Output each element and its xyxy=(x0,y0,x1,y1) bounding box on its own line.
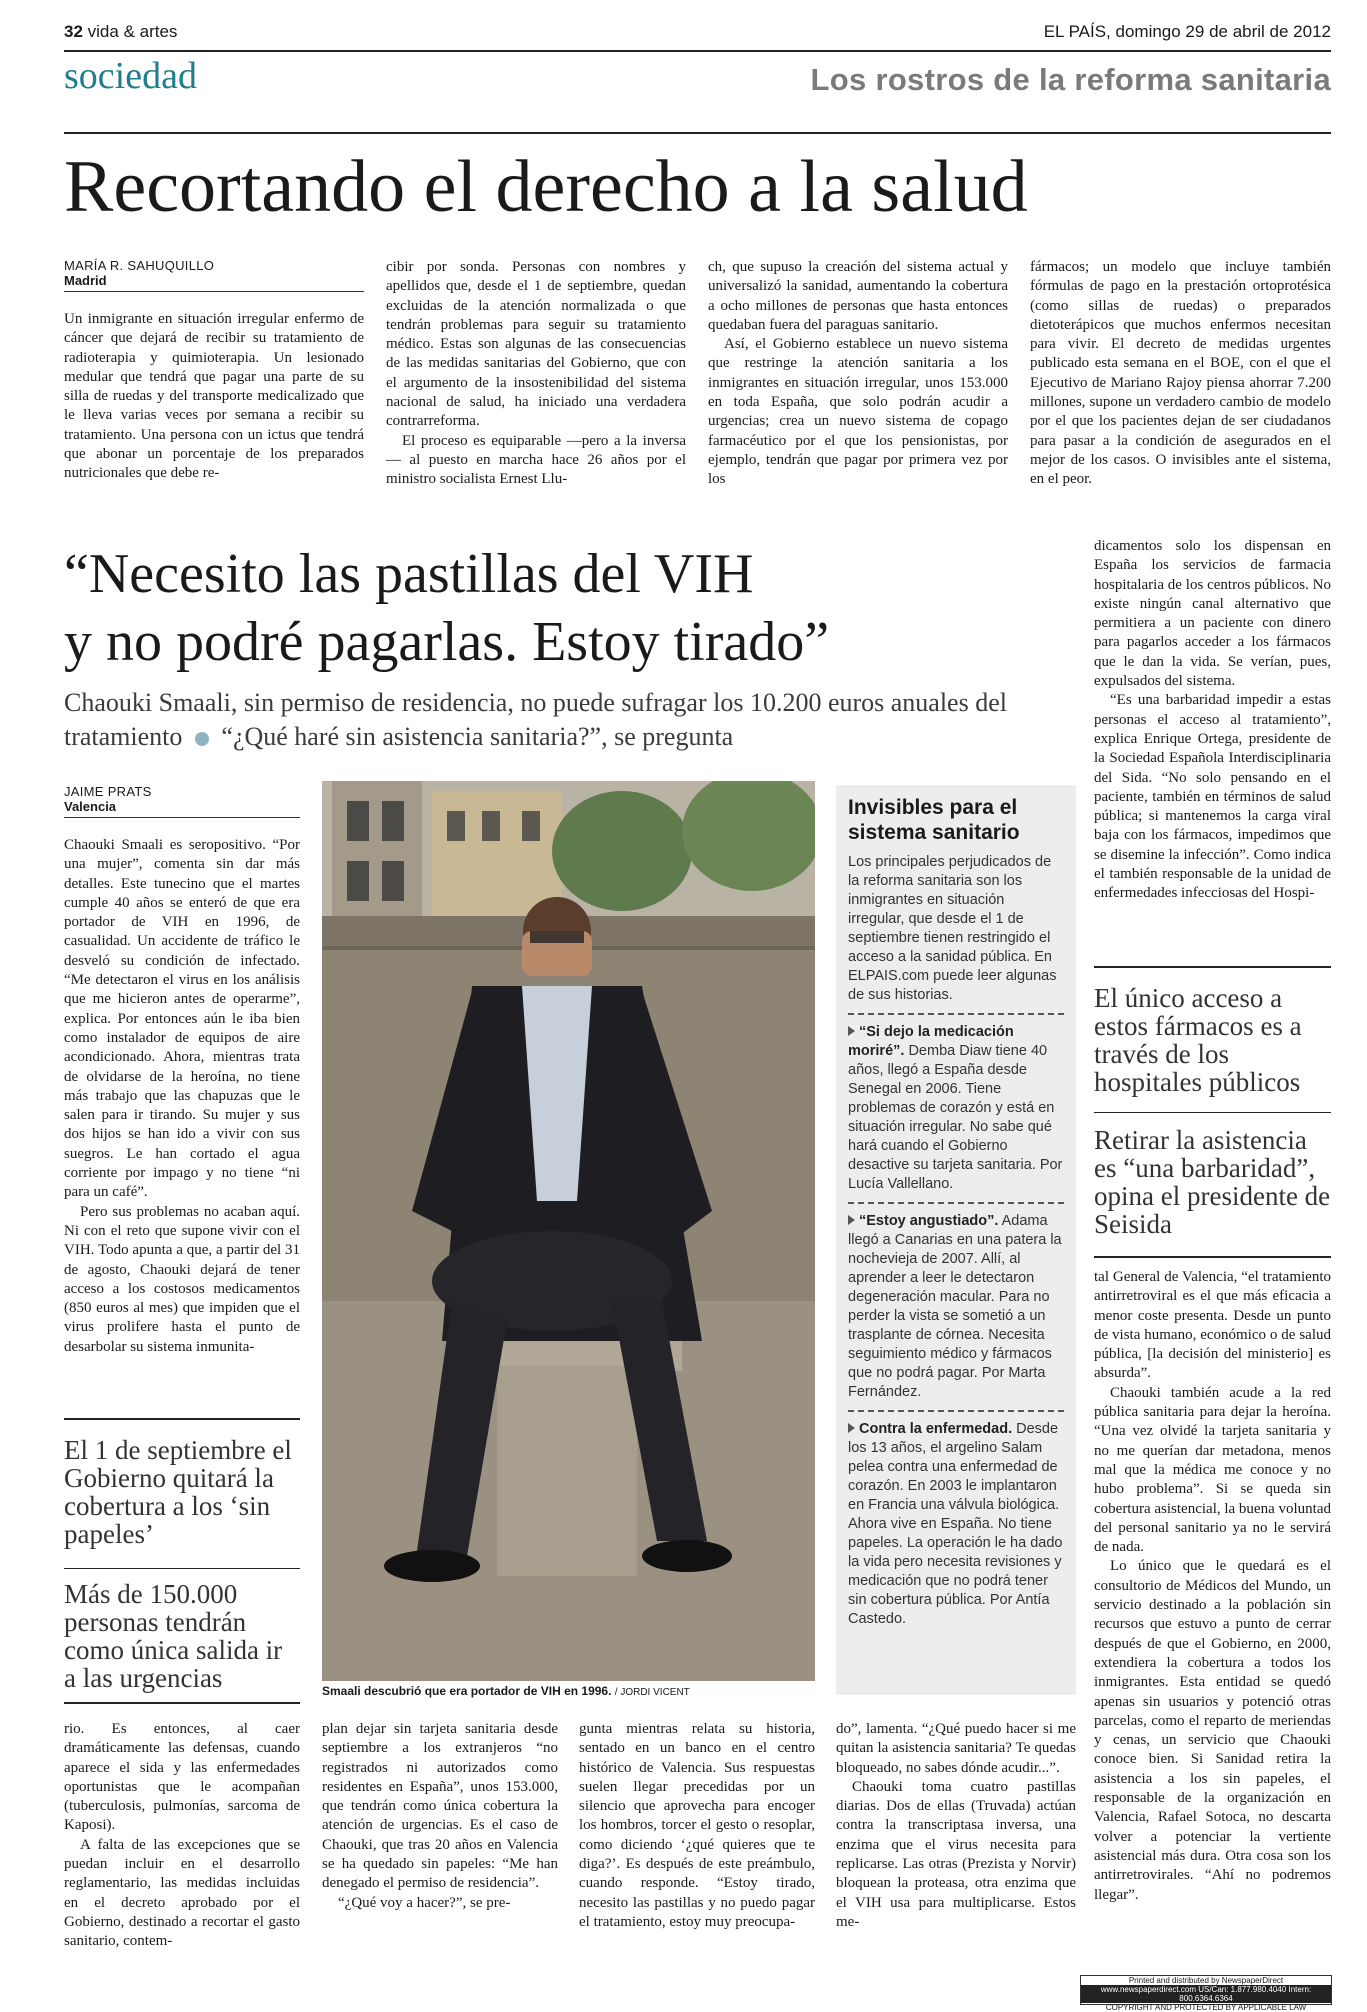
dashed-divider xyxy=(848,1013,1064,1015)
paragraph: plan dejar sin tarjeta sanitaria desde septiembre a los extranjeros “no registrados ni autorizados como residentes en España”, unos 153.000, que tendrán como única cobertura la atención de urgencias. Es el caso de Chaouki, que tras 20 años en Valencia se ha quedado sin papeles: “Me han denegado el permiso de residencia”. xyxy=(322,1721,558,1892)
triangle-bullet-icon xyxy=(848,1215,855,1225)
photo-credit: / JORDI VICENT xyxy=(614,1687,690,1698)
lead-author: MARÍA R. SAHUQUILLO xyxy=(64,258,215,273)
lead-column-4 xyxy=(1030,258,1331,490)
pullquote-3: El único acceso a estos fármacos es a través de los hospitales públicos xyxy=(1094,983,1302,1097)
paragraph: dicamentos solo los dispensan en España los servicios de farmacia hospitalaria de los centros públicos. No existe ningún canal alternativo que permitiera a un paciente con dinero para pagarlos acceder a los fármacos que le dan la vida. Se verían, pues, expulsados del sistema. xyxy=(1094,538,1331,690)
newspaper-date: EL PAÍS, domingo 29 de abril de 2012 xyxy=(1043,22,1331,41)
subhead-part1: Chaouki Smaali, sin permiso de residencia, no puede sufragar los 10.200 euros anuales del tratamiento xyxy=(64,688,1007,751)
story-bottom-column-4 xyxy=(836,1720,1076,1932)
footer-line3: COPYRIGHT AND PROTECTED BY APPLICABLE LAW xyxy=(1105,2003,1307,2012)
paragraph: Un inmigrante en situación irregular enfermo de cáncer que dejará de recibir su tratamiento de radioterapia y quimioterapia. Un lesionado medular que tendrá que pagar una parte de su silla de ruedas y del transporte medicalizado que le lleva varias veces por semana a recibir su tratamiento. Una persona con un ictus que tendrá que abonar un porcentaje de los preparados nutricionales que debe re- xyxy=(64,311,364,482)
page-number: 32 xyxy=(64,22,83,41)
pullquote-1: El 1 de septiembre el Gobierno quitará la cobertura a los ‘sin papeles’ xyxy=(64,1435,292,1549)
sidebar-item-title: Contra la enfermedad. xyxy=(859,1421,1013,1437)
triangle-bullet-icon xyxy=(848,1026,855,1036)
paragraph: cibir por sonda. Personas con nombres y apellidos que, desde el 1 de septiembre, quedan excluidas de la atención normalizada o que tendrán problemas para seguir su tratamiento médico. Estas son algunas de las consecuencias de las medidas sanitarias del Gobierno, que con el argumento de la insostenibilidad del sistema nacional de salud, ha iniciado una verdadera contrarreforma. xyxy=(386,259,686,430)
photo-caption: Smaali descubrió que era portador de VIH en 1996. xyxy=(322,1684,612,1698)
section-name: sociedad xyxy=(64,55,197,97)
pullquote-rule xyxy=(1094,1112,1331,1113)
sidebar-box xyxy=(836,785,1076,1695)
bullet-dot-icon xyxy=(195,732,209,746)
sidebar-item-title: “Estoy angustiado”. xyxy=(859,1213,999,1229)
series-title: Los rostros de la reforma sanitaria xyxy=(810,62,1331,97)
story-bottom-column-2 xyxy=(322,1720,558,1913)
lead-column-2 xyxy=(386,258,686,490)
story-bottom-column-1 xyxy=(64,1720,300,1952)
lead-place: Madrid xyxy=(64,273,107,288)
story-subhead xyxy=(64,686,1094,754)
story-right-column-top xyxy=(1094,537,1331,904)
dashed-divider xyxy=(848,1202,1064,1204)
paragraph: “¿Qué voy a hacer?”, se pre- xyxy=(338,1894,511,1911)
sidebar-item xyxy=(848,1212,1064,1402)
paragraph: Chaouki también acude a la red pública sanitaria para dejar la heroína. “Una vez olvidé la tarjeta sanitaria y no me querían dar metadona, menos mal que la médica me conoce y no hubo problema”. Si se queda sin cobertura asistencial, la buena voluntad del personal sanitario ya no le servirá de nada. xyxy=(1094,1384,1331,1556)
paragraph: “Es una barbaridad impedir a estas personas el acceso al tratamiento”, explica Enrique Ortega, presidente de la Sociedad Española Interdisciplinaria del Sida. “No solo pensando en el paciente, también en términos de salud pública; si mantenemos la carga viral baja con los fármacos, impedimos que se disemine la infección”. Como indica el también responsable de la unidad de enfermedades infecciosas del Hospi- xyxy=(1094,692,1331,902)
story-author: JAIME PRATS xyxy=(64,784,152,799)
sidebar-item-text: Desde los 13 años, el argelino Salam pelea contra una enfermedad de corazón. En 2003 le implantaron en Francia una válvula biológica. Ahora vive en España. No tiene papeles. La operación le ha dado la vida pero necesita revisiones y medicación que no podrá tener sin cobertura pública. Por Antía Castedo. xyxy=(848,1421,1063,1627)
dashed-divider xyxy=(848,1410,1064,1412)
story-column-1 xyxy=(64,836,300,1357)
pullquote-rule xyxy=(64,1418,300,1420)
paragraph: Lo único que le quedará es el consultorio de Médicos del Mundo, un servicio destinado a la población sin recursos que estuvo a punto de cerrar después de que el Gobierno, en 2000, extendiera la cobertura a todos los inmigrantes. Esta entidad se quedó apenas sin usuarios y potenció otras parcelas, como el reparto de meriendas y cenas, un servicio que Chaouki conoce bien. Si Sanidad retira la asistencia a los sin papeles, el responsable de la organización en Valencia, Rafael Sotoca, no descarta volver a potenciar la vertiente asistencial más dura. Otra cosa son los antirretrovirales. “Ahí no podremos llegar”. xyxy=(1094,1558,1331,1903)
pullquote-2: Más de 150.000 personas tendrán como única salida ir a las urgencias xyxy=(64,1579,283,1693)
photo-illustration xyxy=(322,781,815,1681)
story-place: Valencia xyxy=(64,799,117,814)
page-folio xyxy=(64,22,177,42)
paragraph: Así, el Gobierno establece un nuevo sistema que restringe la atención sanitaria a los inmigrantes en situación irregular, unos 153.000 en toda España, que solo podrán acudir a urgencias; crea un nuevo sistema de copago farmacéutico por el que los pensionistas, por ejemplo, tendrán que pagar por primera vez por los xyxy=(708,336,1008,488)
paragraph: tal General de Valencia, “el tratamiento antirretroviral es el que más eficacia a menor coste presenta. Desde un punto de vista humano, económico o de salud pública, [la decisión del ministerio] es absurda”. xyxy=(1094,1269,1331,1382)
sidebar-title: Invisibles para el sistema sanitario xyxy=(848,796,1020,844)
lead-byline xyxy=(64,258,364,292)
main-headline: Recortando el derecho a la salud xyxy=(64,146,1028,228)
lead-column-3 xyxy=(708,258,1008,490)
paragraph: do”, lamenta. “¿Qué puedo hacer si me quitan la asistencia sanitaria? Te quedas bloqueado, no sabes dónde acudir...”. xyxy=(836,1721,1076,1776)
portrait-photo xyxy=(322,781,815,1681)
story-right-column-bottom xyxy=(1094,1268,1331,1905)
story-headline xyxy=(64,540,829,676)
supplement-name: vida & artes xyxy=(87,22,178,41)
pullquote-rule xyxy=(64,1568,300,1569)
paragraph: Chaouki Smaali es seropositivo. “Por una mujer”, comenta sin dar más detalles. Este tunecino que el martes cumple 40 años se enteró de que era portador de VIH en 1996, de casualidad. Un accidente de tráfico le desveló su condición de infectado. “Me detectaron el virus en los análisis que me hicieron antes de operarme”, explica. Por entonces aún le iba bien como instalador de equipos de aire acondicionado. Ahora, mientras trata de olvidarse de la heroína, no tiene más trabajo que las chapuzas que le salen para ir tirando. Su mujer y sus dos hijos se han ido a vivir con sus suegros. Le han cortado el agua corriente por impago y no tiene “ni para un café”. xyxy=(64,837,300,1201)
distributor-footer xyxy=(1080,1975,1332,2012)
pullquote-4: Retirar la asistencia es “una barbaridad”, opina el presidente de Seisida xyxy=(1094,1125,1331,1239)
pullquote-rule xyxy=(64,1702,300,1704)
paragraph: rio. Es entonces, al caer dramáticamente las defensas, cuando aparece el sida y las enfermedades oportunistas que le acompañan (tuberculosis, pulmonías, sarcoma de Kaposi). xyxy=(64,1721,300,1834)
story-headline-line1: “Necesito las pastillas del VIH xyxy=(64,543,754,605)
paragraph: Chaouki toma cuatro pastillas diarias. Dos de ellas (Truvada) actúan contra la transcriptasa inversa, una enzima que el virus necesita para replicarse. Las otras (Prezista y Norvir) bloquean la proteasa, otra enzima que el VIH usa para multiplicarse. Estos me- xyxy=(836,1778,1076,1930)
pullquote-rule xyxy=(1094,1256,1331,1258)
sidebar-item-text: Demba Diaw tiene 40 años, llegó a España desde Senegal en 2006. Tiene problemas de corazón y está en situación irregular. No sabe qué hará cuando el Gobierno desactive su tarjeta sanitaria. Por Lucía Vallellano. xyxy=(848,1043,1063,1192)
lead-column-1 xyxy=(64,310,364,484)
story-bottom-column-3 xyxy=(579,1720,815,1932)
photo-caption-line xyxy=(322,1684,815,1698)
pullquote-rule xyxy=(1094,966,1331,968)
sidebar-item-title: “Si dejo la medicación moriré”. xyxy=(848,1024,1014,1059)
paragraph: gunta mientras relata su historia, sentado en un banco en el centro histórico de Valencia. Sus respuestas suelen llegar precedidas por un silencio que aprovecha para encoger los hombros, torcer el gesto o resoplar, como diciendo ‘¿qué quieres que te diga?’. Es después de este preámbulo, cuando responde. “Estoy tirado, necesito las pastillas y no puedo pagar el tratamiento, estoy muy preocupa- xyxy=(579,1721,815,1930)
footer-line2: www.newspaperdirect.com US/Can: 1.877.980.4040 Intern: 800.6364.6364 xyxy=(1081,1985,1331,2003)
paragraph: Pero sus problemas no acaban aquí. Ni con el reto que supone vivir con el VIH. Todo apunta a que, a partir del 31 de agosto, Chaouki dejará de tener acceso a los costosos medicamentos (850 euros al mes) que impiden que el virus prolifere hasta el punto de desarbolar su sistema inmunita- xyxy=(64,1203,300,1355)
paragraph: A falta de las excepciones que se puedan incluir en el desarrollo reglamentario, las medidas incluidas en el decreto aprobado por el Gobierno, destinado a recortar el gasto sanitario, contem- xyxy=(64,1836,300,1950)
section-rule xyxy=(64,132,1331,134)
footer-line1: Printed and distributed by NewspaperDirect xyxy=(1128,1976,1284,1985)
sidebar-item xyxy=(848,1023,1064,1194)
sidebar-intro: Los principales perjudicados de la reforma sanitaria son los inmigrantes en situación irregular, que desde el 1 de septiembre tienen restringido el acceso a la sanidad pública. En ELPAIS.com puede leer algunas de sus historias. xyxy=(848,854,1057,1003)
sidebar-item-text: Adama llegó a Canarias en una patera la nochevieja de 2007. Allí, al aprender a leer le detectaron degeneración macular. Para no perder la vista se sometió a un trasplante de córnea. Necesita seguimiento médico y fármacos que no podrá pagar. Por Marta Fernández. xyxy=(848,1213,1062,1400)
top-rule xyxy=(64,50,1331,52)
triangle-bullet-icon xyxy=(848,1423,855,1433)
paragraph: fármacos; un modelo que incluye también fórmulas de pago en la prestación ortoprotésica (como sillas de ruedas) o preparados dietoterápicos que muchos enfermos necesitan para vivir. El decreto de medidas urgentes publicado esta semana en el BOE, con el que el Ejecutivo de Mariano Rajoy piensa ahorrar 7.200 millones, supone un verdadero cambio de modelo por el que los pacientes dejan de ser ciudadanos para pasar a la condición de asegurados en el mejor de los casos. O invisibles ante el sistema, en el peor. xyxy=(1030,259,1331,488)
paragraph: El proceso es equiparable —pero a la inversa— al puesto en marcha hace 26 años por el ministro socialista Ernest Llu- xyxy=(386,432,686,488)
paragraph: ch, que supuso la creación del sistema actual y universalizó la sanidad, aumentando la cobertura a ocho millones de personas que hasta entonces quedaban fuera del paraguas sanitario. xyxy=(708,259,1008,333)
sidebar-item xyxy=(848,1420,1064,1629)
subhead-part2: “¿Qué haré sin asistencia sanitaria?”, se pregunta xyxy=(221,722,734,751)
story-byline xyxy=(64,784,300,818)
story-headline-line2: y no podré pagarlas. Estoy tirado” xyxy=(64,611,830,673)
